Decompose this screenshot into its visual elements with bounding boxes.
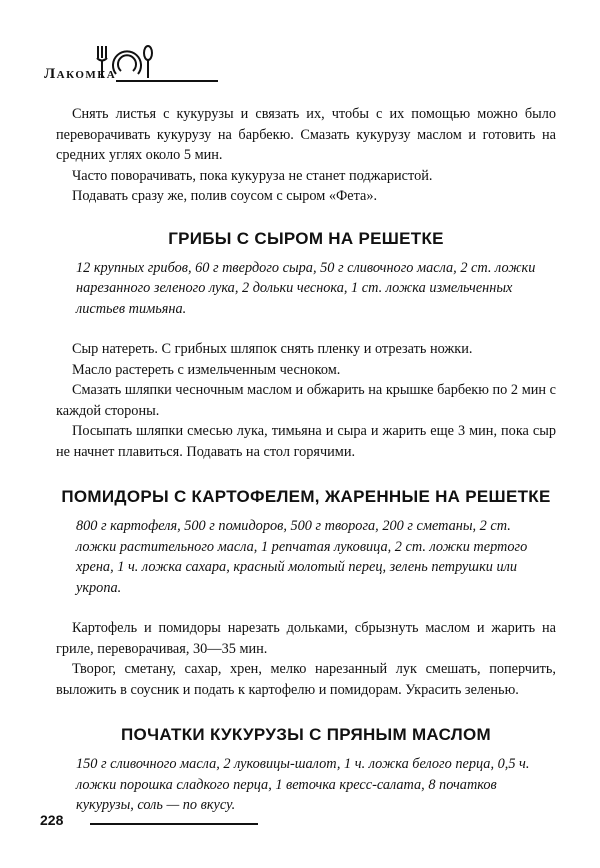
intro-paragraph: Часто поворачивать, пока кукуруза не станет поджаристой. (72, 167, 433, 184)
recipe-title: ПОЧАТКИ КУКУРУЗЫ С ПРЯНЫМ МАСЛОМ (121, 725, 491, 744)
header-rule (116, 80, 218, 82)
running-header (44, 40, 220, 88)
step-paragraph: Масло растереть с измельченным чесноком. (72, 361, 341, 378)
page-footer (40, 812, 270, 836)
step-paragraph: Смазать шляпки чесночным маслом и обжарить на крышке барбекю по 2 мин с каждой стороны. (56, 382, 556, 419)
step-paragraph: Сыр натереть. С грибных шляпок снять пленку и отрезать ножки. (72, 341, 473, 357)
step-paragraph: Посыпать шляпки смесью лука, тимьяна и сыра и жарить еще 3 мин, пока сыр не начнет плавиться. Подавать на стол горячими. (56, 423, 556, 460)
page-content (56, 104, 556, 816)
recipe-title: ПОМИДОРЫ С КАРТОФЕЛЕМ, ЖАРЕННЫЕ НА РЕШЕТКЕ (61, 487, 551, 506)
ingredients-list: 150 г сливочного масла, 2 луковицы-шалот, 1 ч. ложка белого перца, 0,5 ч. ложки порошка сладкого перца, 1 веточка кресс-салата, 8 початков кукурузы, соль — по вкусу. (76, 756, 530, 813)
intro-section (56, 104, 556, 207)
recipe-mushrooms (56, 229, 556, 463)
recipe-title: ГРИБЫ С СЫРОМ НА РЕШЕТКЕ (168, 228, 444, 248)
step-paragraph: Картофель и помидоры нарезать дольками, сбрызнуть маслом и жарить на гриле, переворачивая, 30—35 мин. (56, 620, 556, 657)
recipe-corn-butter (56, 725, 556, 816)
page-number: 228 (40, 812, 64, 828)
book-title: Лакомка (44, 66, 117, 82)
ingredients-list: 12 крупных грибов, 60 г твердого сыра, 50 г сливочного масла, 2 ст. ложки нарезанного зеленого лука, 2 дольки чеснока, 1 ст. ложка измельченных листьев тимьяна. (76, 259, 536, 317)
intro-paragraph: Подавать сразу же, полив соусом с сыром «Фета». (72, 188, 378, 204)
recipe-tomatoes-potatoes (56, 487, 556, 700)
footer-rule (90, 823, 258, 825)
step-paragraph: Творог, сметану, сахар, хрен, мелко нарезанный лук смешать, поперчить, выложить в соусник и подать к картофелю и помидорам. Украсить зеленью. (56, 661, 556, 698)
ingredients-list: 800 г картофеля, 500 г помидоров, 500 г творога, 200 г сметаны, 2 ст. ложки растительного масла, 1 репчатая луковица, 2 ст. ложки тертого хрена, 1 ч. ложка сахара, красный молотый перец, зелень петрушки или укропа. (76, 518, 528, 596)
intro-paragraph: Снять листья с кукурузы и связать их, чтобы с их помощью можно было переворачивать кукурузу на барбекю. Смазать кукурузу маслом и готовить на средних углях около 5 мин. (56, 106, 556, 163)
